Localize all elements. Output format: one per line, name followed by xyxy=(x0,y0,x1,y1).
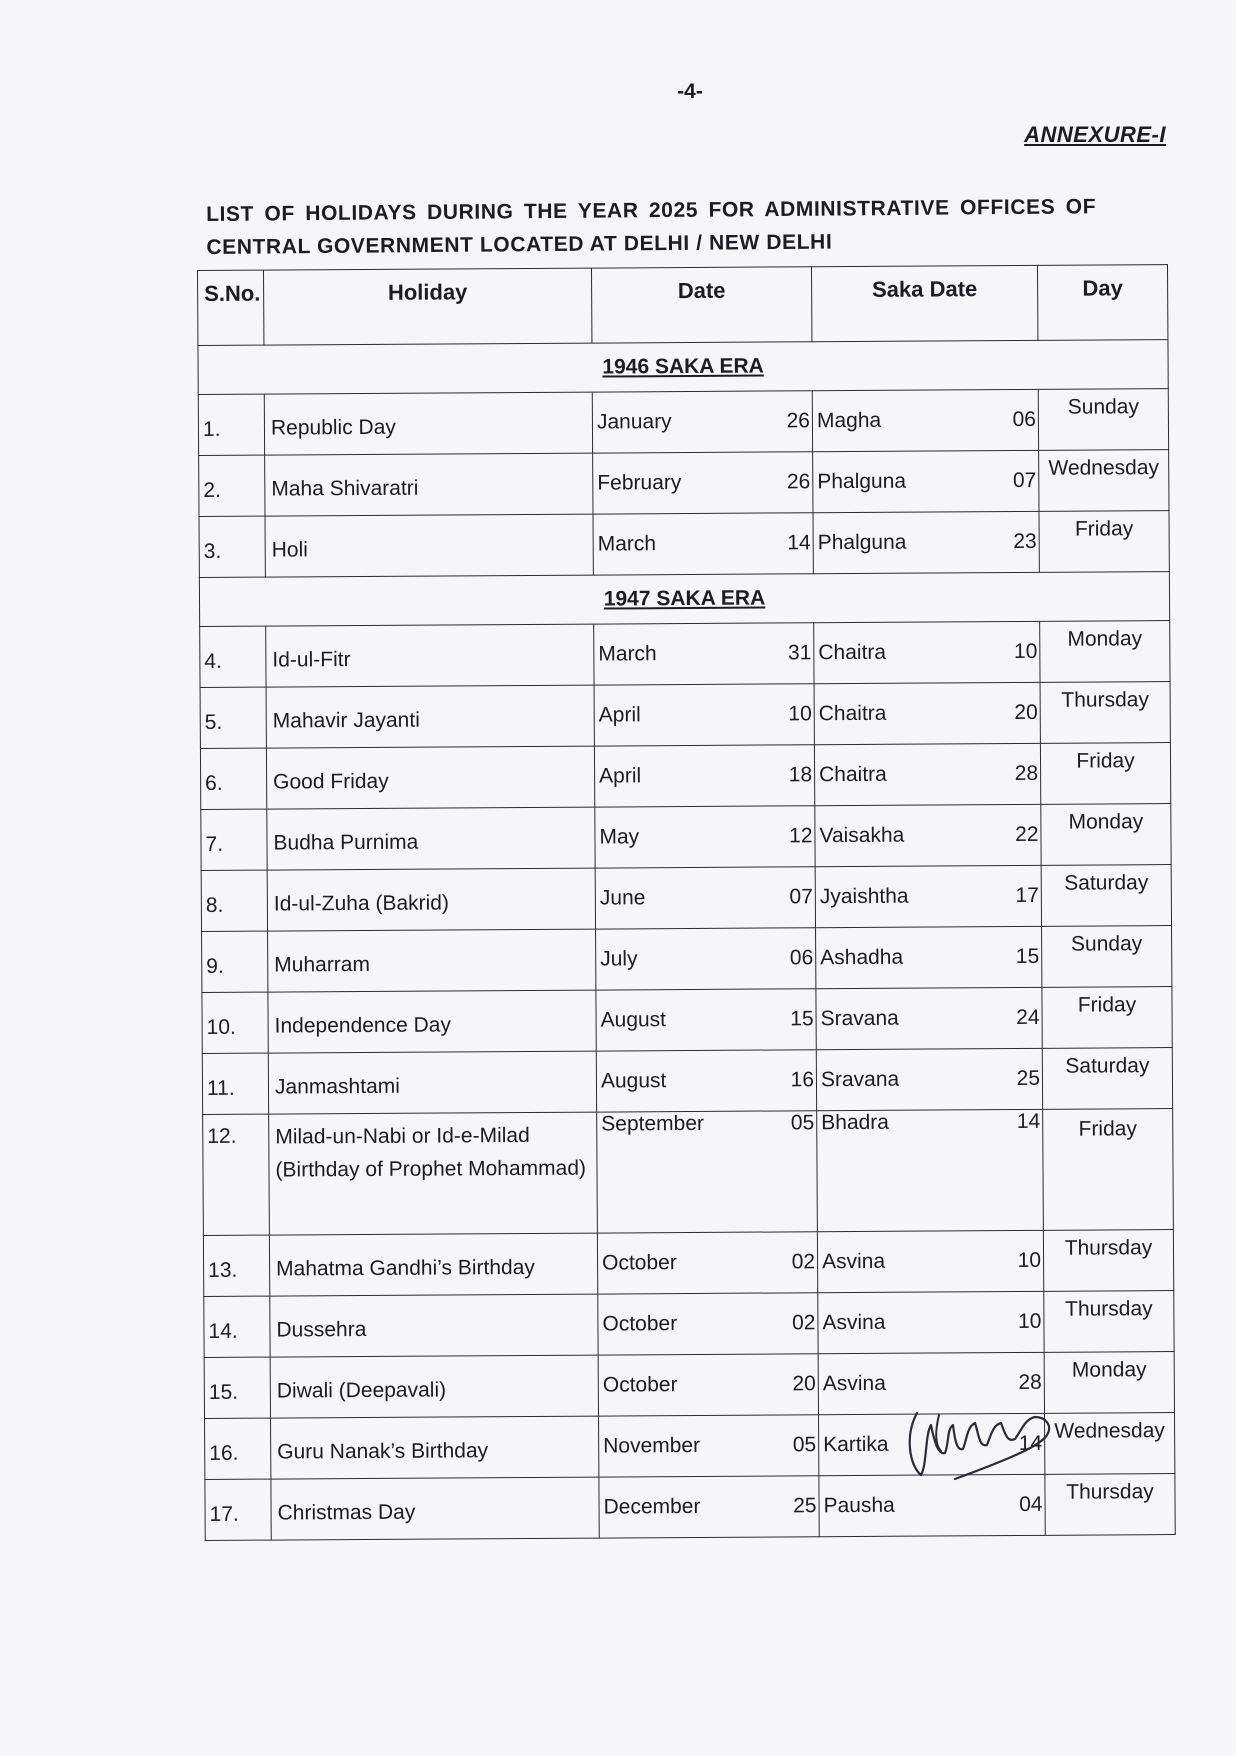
date-month: October xyxy=(602,1312,678,1336)
column-header-sno: S.No. xyxy=(198,270,264,345)
date-cell xyxy=(595,806,815,868)
holiday-table-body xyxy=(198,340,1175,1541)
date-month: October xyxy=(602,1373,678,1397)
saka-date-cell xyxy=(816,1048,1042,1110)
date-value xyxy=(603,1433,816,1458)
era-heading-cell xyxy=(198,340,1168,395)
saka-date-cell xyxy=(816,926,1042,988)
saka-date-value xyxy=(819,762,1038,787)
holiday-name: Independence Day xyxy=(274,1012,451,1038)
table-row xyxy=(199,511,1169,578)
holiday-table xyxy=(197,264,1176,1541)
holiday-name: Id-ul-Zuha (Bakrid) xyxy=(273,890,450,916)
saka-day: 24 xyxy=(1016,1005,1040,1030)
holiday-name-cell xyxy=(266,685,594,748)
holiday-name: Good Friday xyxy=(273,769,389,794)
saka-month: Kartika xyxy=(823,1432,889,1457)
saka-date-cell xyxy=(818,1291,1044,1353)
date-value xyxy=(600,885,813,910)
document-title-line-1: LIST OF HOLIDAYS DURING THE YEAR 2025 FOR ADMINISTRATIVE OFFICES OF xyxy=(206,195,1097,226)
date-month: June xyxy=(599,886,646,910)
date-day: 07 xyxy=(789,885,813,909)
holiday-name-cell xyxy=(265,514,593,577)
serial-number: 11. xyxy=(202,1053,268,1114)
serial-number: 10. xyxy=(202,992,268,1053)
date-month: March xyxy=(598,642,657,666)
saka-day: 22 xyxy=(1015,822,1039,847)
document-title xyxy=(206,190,1167,264)
saka-date-value xyxy=(821,1110,1040,1135)
date-day: 02 xyxy=(792,1311,816,1335)
date-cell xyxy=(594,745,814,807)
date-month: July xyxy=(600,947,638,971)
saka-day: 04 xyxy=(1019,1492,1043,1517)
holiday-name-cell xyxy=(264,392,592,455)
holiday-name: Diwali (Deepavali) xyxy=(276,1377,447,1403)
serial-number: 12. xyxy=(203,1114,270,1235)
date-value xyxy=(601,1111,814,1136)
saka-day: 10 xyxy=(1017,1248,1042,1273)
saka-date-cell xyxy=(813,450,1039,512)
holiday-name: Budha Purnima xyxy=(273,830,419,855)
saka-day: 10 xyxy=(1013,639,1038,664)
date-month: April xyxy=(599,764,642,788)
weekday: Sunday xyxy=(1042,926,1172,988)
saka-date-cell xyxy=(814,621,1040,683)
date-value xyxy=(598,531,811,556)
saka-month: Phalguna xyxy=(817,530,907,555)
saka-date-value xyxy=(822,1310,1041,1335)
holiday-name: Guru Nanak’s Birthday xyxy=(277,1438,489,1464)
date-day: 02 xyxy=(791,1250,816,1274)
holiday-table-container xyxy=(197,264,1175,1541)
date-cell xyxy=(598,1354,818,1416)
saka-month: Asvina xyxy=(822,1371,886,1396)
holiday-name-cell xyxy=(269,1112,598,1235)
date-value xyxy=(601,1007,814,1032)
holiday-name: Holi xyxy=(271,537,308,562)
date-month: January xyxy=(596,410,672,434)
holiday-name: Milad-un-Nabi or Id-e-Milad (Birthday of Prophet Mohammad) xyxy=(275,1123,587,1182)
holiday-name: Id-ul-Fitr xyxy=(272,647,351,672)
saka-date-cell xyxy=(812,389,1038,451)
date-cell xyxy=(596,989,816,1051)
weekday: Friday xyxy=(1040,743,1170,805)
date-value xyxy=(601,1068,814,1093)
date-day: 20 xyxy=(792,1372,816,1396)
weekday: Thursday xyxy=(1043,1230,1173,1292)
serial-number: 3. xyxy=(199,516,265,577)
date-cell xyxy=(597,1232,817,1294)
weekday: Thursday xyxy=(1045,1474,1175,1536)
date-month: February xyxy=(597,471,682,495)
table-row xyxy=(200,682,1170,749)
holiday-name-cell xyxy=(268,990,596,1053)
table-row xyxy=(200,743,1170,810)
era-heading-cell xyxy=(199,572,1169,627)
column-header-saka-date: Saka Date xyxy=(811,265,1037,341)
saka-day: 14 xyxy=(1016,1109,1041,1134)
weekday: Wednesday xyxy=(1039,450,1169,512)
date-day: 16 xyxy=(790,1068,815,1092)
saka-date-cell xyxy=(814,682,1040,744)
annexure-label: ANNEXURE-I xyxy=(1024,122,1166,147)
date-month: August xyxy=(600,1008,667,1032)
holiday-name-cell xyxy=(271,1416,599,1479)
signature xyxy=(895,1395,1075,1505)
document-title-line-2: CENTRAL GOVERNMENT LOCATED AT DELHI / NEW DELHI xyxy=(206,230,833,259)
column-header-day: Day xyxy=(1037,265,1167,341)
saka-date-value xyxy=(820,945,1039,970)
date-value xyxy=(599,824,812,849)
date-day: 06 xyxy=(789,946,814,970)
holiday-name: Maha Shivaratri xyxy=(271,476,419,501)
saka-month: Pausha xyxy=(823,1493,895,1518)
weekday: Wednesday xyxy=(1045,1413,1175,1475)
table-row xyxy=(198,389,1168,456)
holiday-name-cell xyxy=(270,1294,598,1357)
serial-number: 9. xyxy=(202,931,268,992)
saka-month: Jyaishtha xyxy=(819,884,909,909)
saka-date-cell xyxy=(815,865,1041,927)
holiday-name-cell xyxy=(267,868,595,931)
saka-day: 14 xyxy=(1018,1431,1043,1456)
saka-month: Phalguna xyxy=(817,469,907,494)
table-row xyxy=(202,926,1172,993)
date-cell xyxy=(594,684,814,746)
saka-date-value xyxy=(818,640,1037,665)
table-row xyxy=(203,1109,1174,1236)
date-value xyxy=(603,1372,816,1397)
date-month: November xyxy=(603,1433,701,1458)
serial-number: 5. xyxy=(200,687,266,748)
date-day: 26 xyxy=(786,409,811,433)
date-cell xyxy=(592,391,812,453)
saka-date-value xyxy=(822,1249,1041,1274)
table-row xyxy=(204,1291,1174,1358)
date-month: March xyxy=(597,532,657,556)
date-day: 10 xyxy=(788,702,812,726)
holiday-name-cell xyxy=(269,1233,597,1296)
table-header-row xyxy=(198,265,1168,346)
saka-month: Asvina xyxy=(821,1249,886,1274)
date-cell xyxy=(597,1111,818,1233)
date-value xyxy=(599,702,812,727)
serial-number: 6. xyxy=(200,748,266,809)
date-value xyxy=(597,470,810,495)
table-row xyxy=(201,804,1171,871)
date-value xyxy=(603,1494,816,1519)
column-header-date: Date xyxy=(591,267,811,343)
holiday-name: Mahavir Jayanti xyxy=(272,708,420,733)
holiday-name-cell xyxy=(270,1355,598,1418)
date-value xyxy=(598,641,811,666)
saka-date-cell xyxy=(817,1109,1044,1231)
saka-day: 10 xyxy=(1018,1309,1042,1334)
saka-month: Sravana xyxy=(820,1067,900,1092)
serial-number: 8. xyxy=(201,870,267,931)
saka-date-value xyxy=(818,530,1037,555)
saka-date-cell xyxy=(814,743,1040,805)
date-cell xyxy=(595,867,815,929)
saka-day: 28 xyxy=(1014,761,1039,786)
page-number: -4- xyxy=(677,80,703,103)
saka-day: 15 xyxy=(1015,944,1040,969)
saka-day: 06 xyxy=(1012,407,1036,432)
date-month: August xyxy=(600,1069,667,1093)
weekday: Saturday xyxy=(1042,1048,1172,1110)
era-heading: 1946 SAKA ERA xyxy=(602,354,764,379)
date-day: 18 xyxy=(788,763,813,787)
date-cell xyxy=(593,452,813,514)
serial-number: 13. xyxy=(203,1235,269,1296)
saka-date-cell xyxy=(815,804,1041,866)
era-row xyxy=(199,572,1169,627)
serial-number: 16. xyxy=(205,1418,271,1479)
date-day: 12 xyxy=(789,824,813,848)
date-day: 05 xyxy=(792,1433,817,1457)
saka-date-value xyxy=(817,469,1036,494)
saka-day: 17 xyxy=(1015,883,1039,908)
saka-date-value xyxy=(821,1006,1040,1031)
era-row xyxy=(198,340,1168,395)
holiday-name: Christmas Day xyxy=(277,1500,416,1525)
date-value xyxy=(599,763,812,788)
date-cell xyxy=(596,1050,816,1112)
saka-day: 20 xyxy=(1014,700,1038,725)
saka-month: Chaitra xyxy=(818,701,887,726)
table-row xyxy=(202,987,1172,1054)
serial-number: 7. xyxy=(201,809,267,870)
date-cell xyxy=(593,513,813,575)
saka-date-cell xyxy=(813,511,1039,573)
date-cell xyxy=(599,1476,819,1538)
serial-number: 15. xyxy=(204,1357,270,1418)
date-month: December xyxy=(603,1494,701,1519)
holiday-name-cell xyxy=(267,807,595,870)
weekday: Sunday xyxy=(1038,389,1168,451)
date-day: 14 xyxy=(787,531,811,555)
date-day: 15 xyxy=(790,1007,814,1031)
saka-date-value xyxy=(819,701,1038,726)
serial-number: 4. xyxy=(200,626,266,687)
date-day: 31 xyxy=(787,641,812,665)
saka-date-value xyxy=(817,408,1036,433)
weekday: Friday xyxy=(1039,511,1169,573)
holiday-name-cell xyxy=(266,746,594,809)
date-month: April xyxy=(598,703,641,727)
date-day: 05 xyxy=(790,1111,815,1135)
holiday-name-cell xyxy=(268,929,596,992)
weekday: Thursday xyxy=(1040,682,1170,744)
saka-day: 23 xyxy=(1013,529,1037,554)
table-row xyxy=(200,621,1170,688)
serial-number: 2. xyxy=(199,455,265,516)
saka-month: Chaitra xyxy=(819,762,887,787)
saka-month: Bhadra xyxy=(821,1110,890,1135)
table-row xyxy=(202,1048,1172,1115)
saka-day: 28 xyxy=(1018,1370,1042,1395)
weekday: Friday xyxy=(1042,987,1172,1049)
date-cell xyxy=(594,623,814,685)
saka-month: Ashadha xyxy=(820,945,904,970)
saka-month: Asvina xyxy=(822,1310,886,1335)
table-row xyxy=(203,1230,1173,1297)
saka-date-value xyxy=(823,1371,1042,1396)
saka-date-cell xyxy=(816,987,1042,1049)
date-value xyxy=(600,946,813,971)
serial-number: 1. xyxy=(198,394,264,455)
saka-month: Sravana xyxy=(820,1006,899,1031)
holiday-name-cell xyxy=(266,624,594,687)
date-value xyxy=(602,1311,815,1336)
holiday-name: Mahatma Gandhi’s Birthday xyxy=(276,1255,535,1281)
weekday: Friday xyxy=(1043,1109,1174,1231)
saka-day: 07 xyxy=(1012,468,1037,493)
date-cell xyxy=(599,1415,819,1477)
serial-number: 17. xyxy=(205,1479,271,1540)
weekday: Saturday xyxy=(1041,865,1171,927)
holiday-name: Janmashtami xyxy=(274,1074,400,1099)
date-cell xyxy=(596,928,816,990)
date-value xyxy=(597,409,810,434)
date-month: October xyxy=(602,1251,677,1275)
weekday: Monday xyxy=(1044,1352,1174,1414)
date-cell xyxy=(598,1293,818,1355)
weekday: Thursday xyxy=(1044,1291,1174,1353)
saka-month: Magha xyxy=(816,408,882,433)
weekday: Monday xyxy=(1040,621,1170,683)
saka-month: Chaitra xyxy=(818,640,887,665)
serial-number: 14. xyxy=(204,1296,270,1357)
saka-date-value xyxy=(819,823,1038,848)
holiday-name: Republic Day xyxy=(270,415,396,440)
holiday-name: Muharram xyxy=(274,952,371,977)
date-month: May xyxy=(599,825,640,849)
saka-date-cell xyxy=(817,1230,1043,1292)
date-day: 25 xyxy=(793,1494,817,1518)
holiday-name-cell xyxy=(265,453,593,516)
date-month: September xyxy=(601,1111,705,1136)
date-value xyxy=(602,1250,815,1275)
holiday-name-cell xyxy=(268,1051,596,1114)
table-row xyxy=(201,865,1171,932)
weekday: Monday xyxy=(1041,804,1171,866)
saka-day: 25 xyxy=(1016,1066,1041,1091)
saka-date-value xyxy=(820,884,1039,909)
column-header-holiday: Holiday xyxy=(264,268,592,345)
table-row xyxy=(199,450,1169,517)
saka-date-value xyxy=(821,1067,1040,1092)
holiday-name-cell xyxy=(271,1477,599,1540)
holiday-name: Dussehra xyxy=(276,1317,367,1342)
saka-month: Vaisakha xyxy=(819,823,905,848)
date-day: 26 xyxy=(786,470,811,494)
era-heading: 1947 SAKA ERA xyxy=(603,586,766,611)
